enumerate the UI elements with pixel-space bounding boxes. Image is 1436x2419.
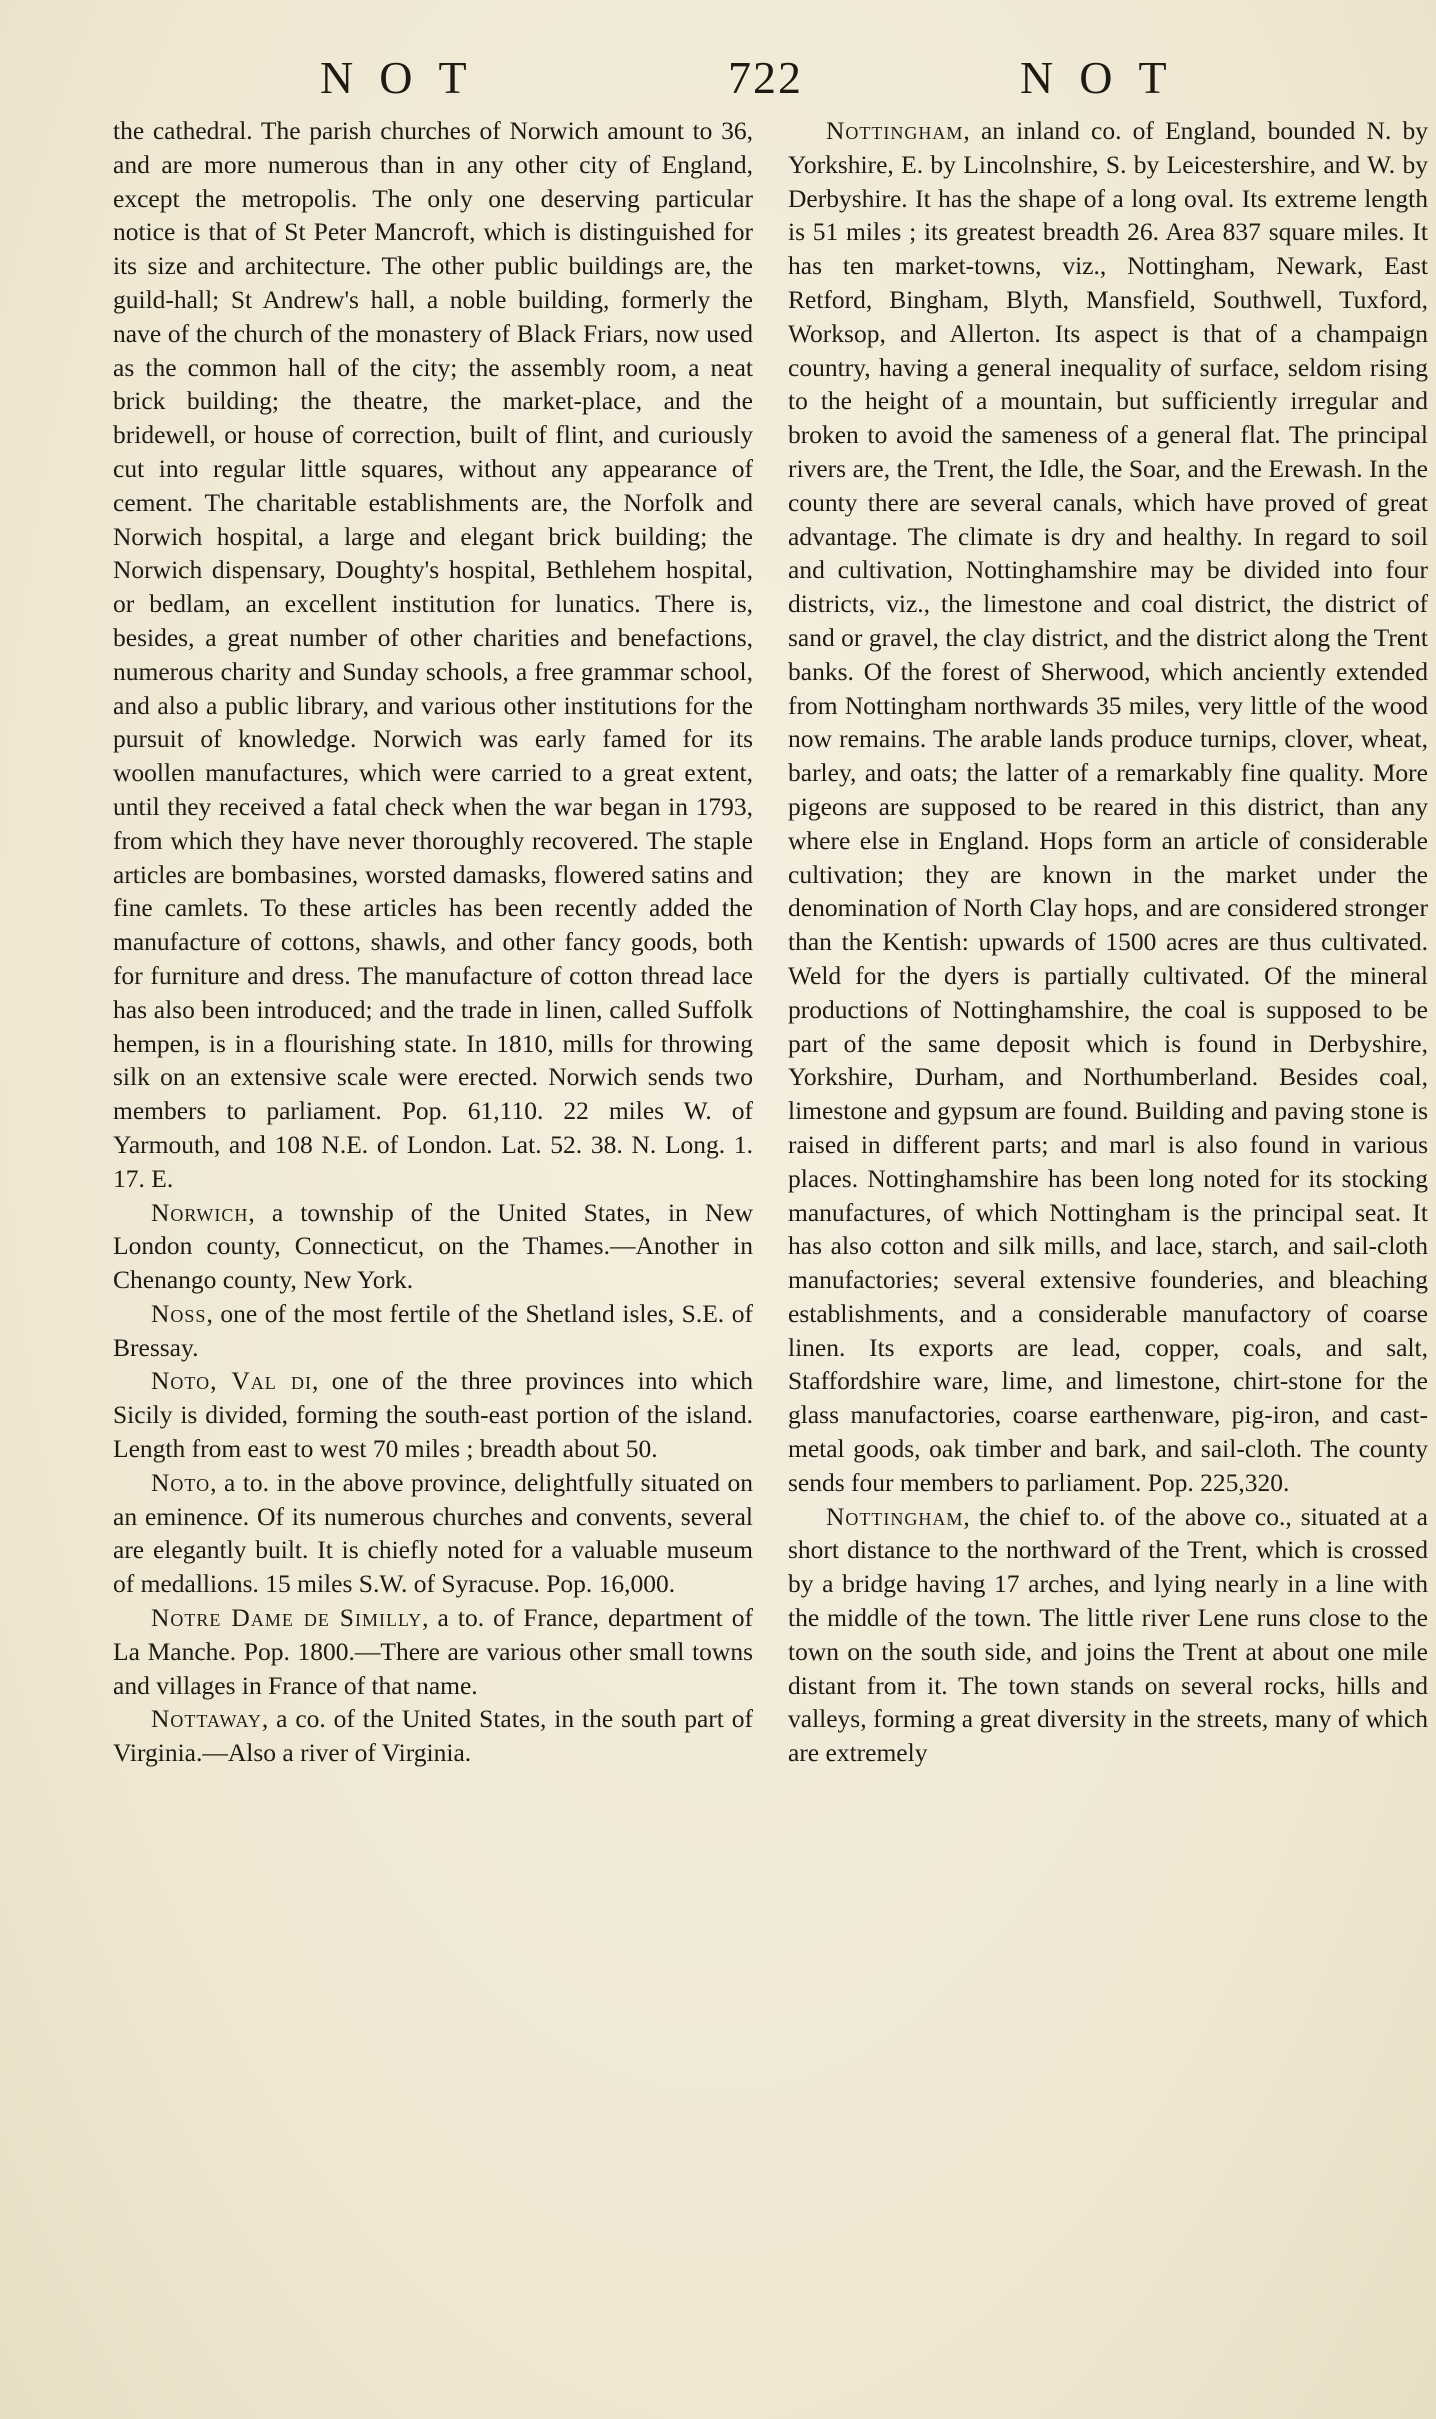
entry-headword: Noss (151, 1298, 207, 1328)
entry-nottaway (113, 1702, 753, 1770)
entry-headword: Noto, Val di (151, 1366, 313, 1396)
entry-headword: Notre Dame de Similly (151, 1603, 423, 1633)
entry-noss (113, 1297, 753, 1365)
running-header (0, 48, 1436, 108)
entry-noto (113, 1466, 753, 1601)
entry-text: , a township of the United States, in New London county, Connecticut, on the Thames.—Another in Chenango county, New York. (113, 1197, 753, 1295)
entry-text: , a to. of France, department of La Manche. Pop. 1800.—There are various other small towns and villages in France of that name. (113, 1603, 753, 1700)
entry-text: , a to. in the above province, delightfully situated on an eminence. Of its numerous churches and convents, several are elegantly built. It is chiefly noted for a valuable museum of medallions. 15 miles S.W. of Syracuse. Pop. 16,000. (113, 1467, 753, 1599)
header-left-guideword: NOT (320, 52, 493, 103)
entry-text: , one of the most fertile of the Shetland isles, S.E. of Bressay. (113, 1298, 753, 1362)
entry-headword: Nottaway (151, 1704, 262, 1734)
entry-notre-dame-de-similly (113, 1601, 753, 1702)
entry-text: , a co. of the United States, in the south part of Virginia.—Also a river of Virginia. (113, 1704, 753, 1768)
right-column (788, 114, 1428, 1770)
header-right-guideword: NOT (1020, 52, 1193, 103)
entry-headword: Noto (151, 1467, 211, 1497)
entry-text: , an inland co. of England, bounded N. by Yorkshire, E. by Lincolnshire, S. by Leicestershire, and W. by Derbyshire. It has the shape of a long oval. Its extreme length is 51 miles ; its greatest breadth 26. Area 837 square miles. It has ten market-towns, viz., Nottingham, Newark, East Retford, Bingham, Blyth, Mansfield, Southwell, Tuxford, Worksop, and Allerton. Its aspect is that of a champaign country, having a general inequality of surface, seldom rising to the height of a mountain, but sufficiently irregular and broken to avoid the sameness of a general flat. The principal rivers are, the Trent, the Idle, the Soar, and the Erewash. In the county there are several canals, which have proved of great advantage. The climate is dry and healthy. In regard to soil and cultivation, Nottinghamshire may be divided into four districts, viz., the limestone and coal district, the district of sand or gravel, the clay district, and the district along the Trent banks. Of the forest of Sherwood, which anciently extended from Nottingham northwards 35 miles, very little of the wood now remains. The arable lands produce turnips, clover, wheat, barley, and oats; the latter of a remarkably fine quality. More pigeons are supposed to be reared in this district, than any where else in England. Hops form an article of considerable cultivation; they are known in the market under the denomination of North Clay hops, and are considered stronger than the Kentish: upwards of 1500 acres are thus cultivated. Weld for the dyers is partially cultivated. Of the mineral productions of Nottinghamshire, the coal is supposed to be part of the same deposit which is found in Derbyshire, Yorkshire, Durham, and Northumberland. Besides coal, limestone and gypsum are found. Building and paving stone is raised in different parts; and marl is also found in various places. Nottinghamshire has been long noted for its stocking manufactures, of which Nottingham is the principal seat. It has also cotton and silk mills, and lace, starch, and sail-cloth manufactories; several extensive founderies, and bleaching establishments, and a considerable manufactory of coarse linen. Its exports are lead, copper, coals, and salt, Staffordshire ware, lime, and limestone, chirt-stone for the glass manufactories, coarse earthenware, pig-iron, and cast-metal goods, oak timber and bark, and sail-cloth. The county sends four members to parliament. Pop. 225,320. (788, 116, 1428, 1497)
entry-nottingham-county (788, 114, 1428, 1500)
entry-headword: Nottingham (826, 1501, 964, 1531)
entry-headword: Norwich (151, 1197, 249, 1227)
entry-noto-val-di (113, 1364, 753, 1465)
left-column (113, 114, 753, 1770)
entry-norwich-township (113, 1196, 753, 1297)
entry-text: , the chief to. of the above co., situated at a short distance to the northward of the Trent, which is crossed by a bridge having 17 arches, and lying nearly in a line with the middle of the town. The little river Lene runs close to the town on the south side, and joins the Trent at about one mile distant from it. The town stands on several rocks, hills and valleys, forming a great diversity in the streets, many of which are extremely (788, 1501, 1428, 1768)
page-number: 722 (728, 52, 803, 103)
entry-nottingham-town (788, 1500, 1428, 1770)
entry-text: , one of the three provinces into which Sicily is divided, forming the south-east portion of the island. Length from east to west 70 miles ; breadth about 50. (113, 1366, 753, 1464)
entry-continuation (113, 114, 753, 1196)
entry-text: the cathedral. The parish churches of Norwich amount to 36, and are more numerous than in any other city of England, except the metropolis. The only one deserving particular notice is that of St Peter Mancroft, which is distinguished for its size and architecture. The other public buildings are, the guild-hall; St Andrew's hall, a noble building, formerly the nave of the church of the monastery of Black Friars, now used as the common hall of the city; the assembly room, a neat brick building; the theatre, the market-place, and the bridewell, or house of correction, built of flint, and curiously cut into regular little squares, without any appearance of cement. The charitable establishments are, the Norfolk and Norwich hospital, a large and elegant brick building; the Norwich dispensary, Doughty's hospital, Bethlehem hospital, or bedlam, an excellent institution for lunatics. There is, besides, a great number of other charities and benefactions, numerous charity and Sunday schools, a free grammar school, and also a public library, and various other institutions for the pursuit of knowledge. Norwich was early famed for its woollen manufactures, which were carried to a great extent, until they received a fatal check when the war began in 1793, from which they have never thoroughly recovered. The staple articles are bombasines, worsted damasks, flowered satins and fine camlets. To these articles has been recently added the manufacture of cottons, shawls, and other fancy goods, both for furniture and dress. The manufacture of cotton thread lace has also been introduced; and the trade in linen, called Suffolk hempen, is in a flourishing state. In 1810, mills for throwing silk on an extensive scale were erected. Norwich sends two members to parliament. Pop. 61,110. 22 miles W. of Yarmouth, and 108 N.E. of London. Lat. 52. 38. N. Long. 1. 17. E. (113, 116, 753, 1193)
entry-headword: Nottingham (826, 116, 964, 145)
